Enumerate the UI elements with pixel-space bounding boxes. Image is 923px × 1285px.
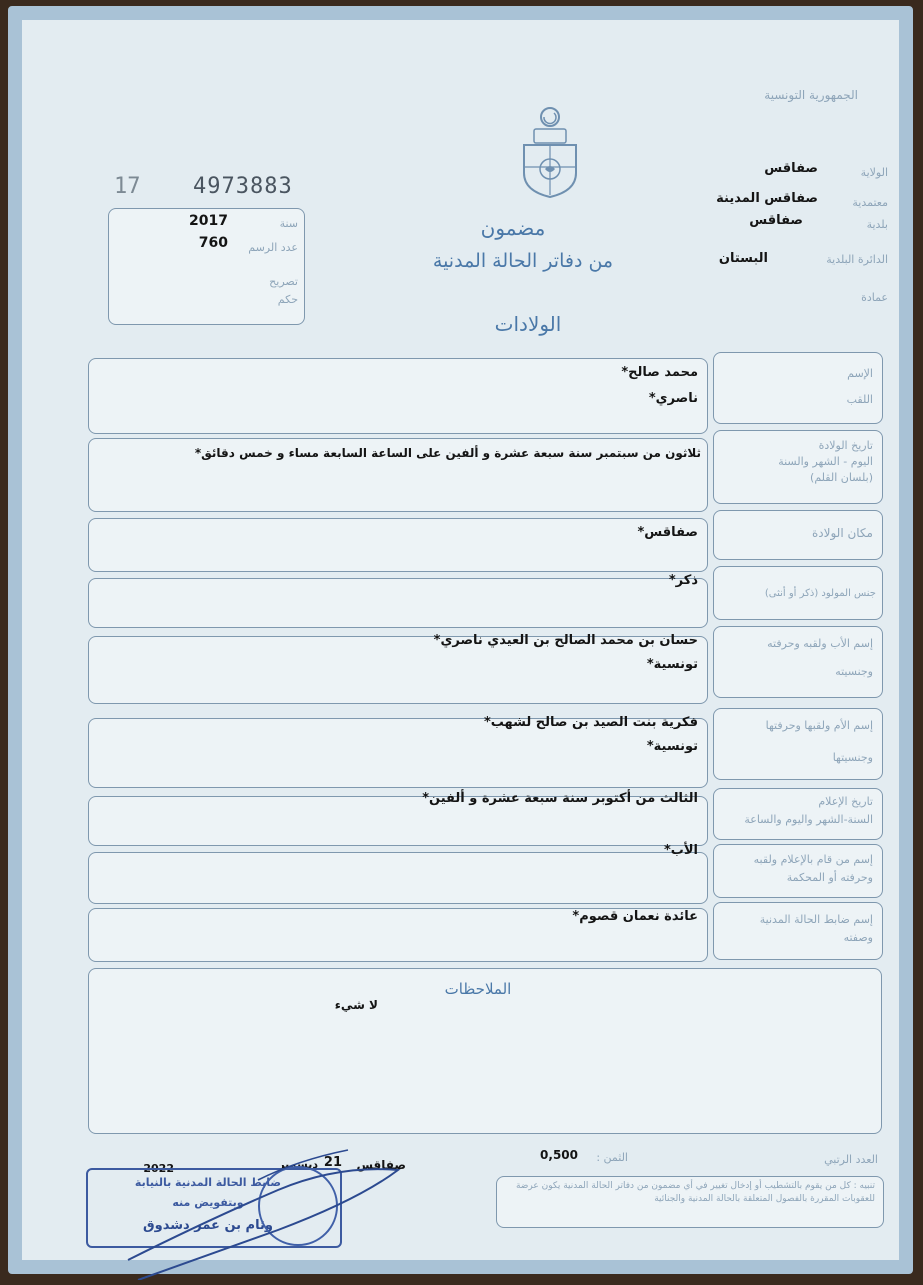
republic-heading: الجمهورية التونسية — [764, 88, 858, 102]
serial-number: 4973883 — [193, 174, 293, 199]
municipality-value: صفاقس — [749, 213, 803, 228]
signature-scribble — [108, 1140, 428, 1280]
coat-of-arms-emblem — [518, 105, 582, 200]
field-label-birth-date: تاريخ الولادة — [818, 439, 873, 452]
legal-notice-text: تنبيه : كل من يقوم بالتشطيب أو إدخال تغيير في أي مضمون من دفاتر الحالة المدنية يكون عرضة للعقوبات المقررة بالفصول المتعلقة بالحالة المدنية والجنائية — [515, 1181, 875, 1204]
footer-place: صفاقس — [356, 1158, 406, 1172]
field-label-father-sub: وجنسيته — [835, 665, 873, 678]
officer-value: عائدة نعمان قصوم* — [572, 909, 698, 924]
field-label-box-name — [713, 352, 883, 424]
field-label-first-name: الإسم — [847, 367, 873, 380]
field-label-declaration-date: تاريخ الإعلام — [818, 795, 873, 808]
delegation-label: معتمدية — [852, 196, 888, 209]
serial-prefix: 17 — [114, 174, 141, 199]
document-sheet — [8, 6, 913, 1274]
field-label-sex: جنس المولود (ذكر أو أنثى) — [764, 588, 876, 599]
year-value: 2017 — [189, 213, 228, 229]
document-subtitle: من دفاتر الحالة المدنية — [432, 250, 614, 272]
remarks-value: لا شيء — [334, 998, 378, 1012]
municipal-district-label: الدائرة البلدية — [826, 253, 888, 266]
document-title: مضمون — [480, 216, 546, 240]
field-label-birth-place: مكان الولادة — [811, 526, 873, 540]
field-label-mother-sub: وجنسيتها — [832, 751, 873, 764]
first-name-value: محمد صالح* — [621, 365, 698, 380]
field-label-birth-date-sub: اليوم - الشهر والسنة — [778, 455, 873, 468]
field-label-declarant: إسم من قام بالإعلام ولقبه — [753, 853, 873, 866]
municipal-district-value: البستان — [718, 251, 768, 266]
section-title: الولادات — [494, 312, 562, 336]
footer-day: 21 — [323, 1155, 342, 1170]
number-value: 760 — [198, 235, 228, 251]
sector-label: عمادة — [861, 291, 888, 304]
father-nationality-value: تونسية* — [646, 657, 698, 672]
fee-value: 0,500 — [540, 1148, 578, 1162]
father-value: حسان بن محمد الصالح بن العيدي ناصري* — [433, 633, 698, 648]
municipality-label: بلدية — [866, 218, 888, 231]
state-label: الولاية — [860, 166, 888, 179]
mother-value: فكرية بنت الصيد بن صالح لشهب* — [484, 715, 698, 730]
birth-place-value: صفاقس* — [637, 525, 698, 540]
mother-nationality-value: تونسية* — [646, 739, 698, 754]
state-value: صفاقس — [764, 161, 818, 176]
footer-month: ديسمبر — [278, 1158, 318, 1171]
document-content — [48, 40, 918, 1285]
stamp-officer-name: وئام بن عمر دشدوق — [143, 1218, 273, 1233]
year-label: سنة — [279, 217, 298, 230]
judgment-label: حكم — [277, 293, 298, 306]
remarks-title: الملاحظات — [444, 980, 512, 998]
field-label-officer: إسم ضابط الحالة المدنية — [759, 913, 873, 926]
declaration-date-value: الثالث من أكتوبر سنة سبعة عشرة و ألفين* — [422, 791, 698, 806]
birth-date-value: ثلاثون من سبتمبر سنة سبعة عشرة و ألفين على الساعة السابعة مساء و خمس دقائق* — [194, 446, 701, 460]
number-label: عدد الرسم — [248, 241, 298, 254]
field-label-surname: اللقب — [846, 393, 873, 406]
footer-year: 2022 — [143, 1162, 174, 1175]
field-label-father: إسم الأب ولقبه وحرفته — [767, 637, 873, 650]
reg-number-label: العدد الرتبي — [824, 1153, 878, 1166]
sex-value: ذكر* — [668, 573, 698, 588]
delegation-value: صفاقس المدينة — [716, 191, 818, 206]
fee-label: الثمن : — [596, 1151, 628, 1164]
field-label-birth-date-note: (بلسان القلم) — [810, 471, 873, 484]
surname-value: ناصري* — [648, 391, 698, 406]
stamp-delegation: وبتفويض منه — [172, 1196, 244, 1209]
field-label-declarant-sub: وحرفته أو المحكمة — [786, 871, 873, 884]
stamp-title: ضابط الحالة المدنية بالنيابة — [134, 1176, 282, 1189]
declarant-value: الأب* — [664, 843, 698, 858]
declaration-label: تصريح — [269, 275, 298, 288]
field-label-officer-sub: وصفته — [843, 931, 873, 944]
field-label-mother: إسم الأم ولقبها وحرفتها — [765, 719, 873, 732]
field-label-declaration-date-sub: السنة-الشهر واليوم والساعة — [744, 813, 873, 826]
